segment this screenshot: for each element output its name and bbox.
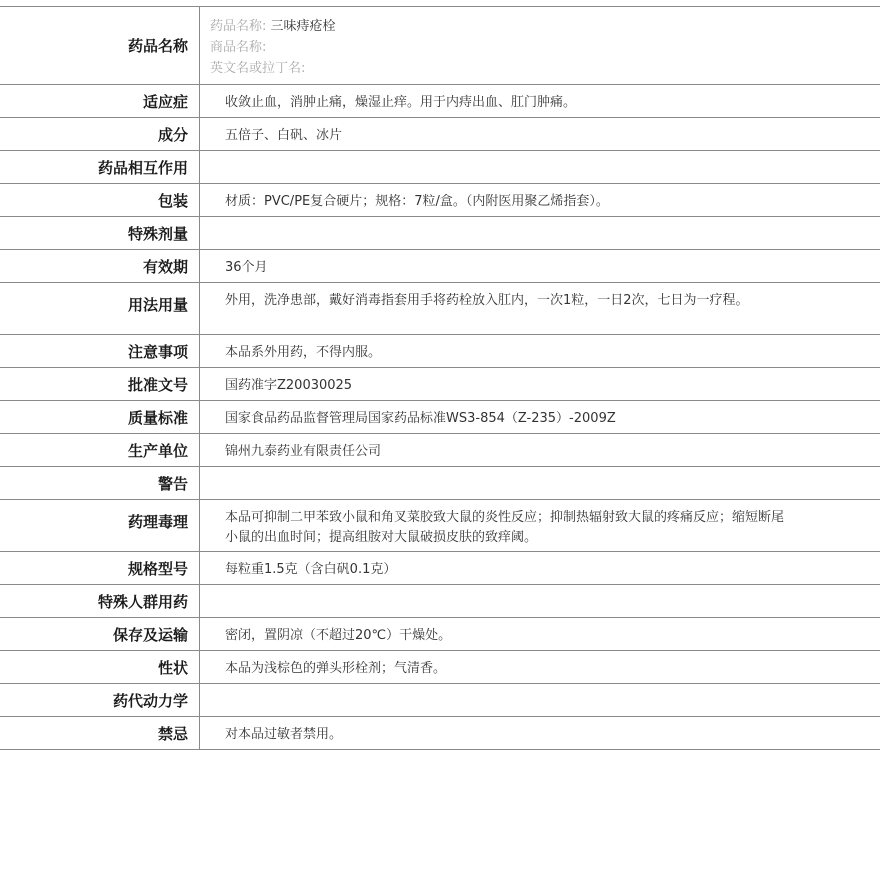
row-label: 药理毒理 [0,500,200,551]
trade-name-label: 商品名称: [210,40,267,55]
row-value: 外用，洗净患部，戴好消毒指套用手将药栓放入肛内，一次1粒，一日2次，七日为一疗程。 [225,293,749,308]
row-label: 禁忌 [0,717,200,749]
row-label: 用法用量 [0,283,200,334]
row-value: 收敛止血，消肿止痛，燥湿止痒。用于内痔出血、肛门肿痛。 [225,95,577,110]
row-label: 药品名称 [0,7,200,84]
row-quality-standard [0,401,880,434]
row-label: 生产单位 [0,434,200,466]
row-contraindications [0,717,880,750]
row-label: 批准文号 [0,368,200,400]
row-warning [0,467,880,500]
row-value: 锦州九泰药业有限责任公司 [225,444,382,459]
row-label: 适应症 [0,85,200,117]
generic-name-value: 三味痔疮栓 [270,19,336,34]
row-value [200,217,880,249]
row-value: 36个月 [225,260,268,275]
row-label: 注意事项 [0,335,200,367]
row-value: 本品为浅棕色的弹头形栓剂；气清香。 [225,661,447,676]
row-value [200,467,880,499]
row-value [200,684,880,716]
row-indications [0,85,880,118]
row-packaging [0,184,880,217]
row-ingredients [0,118,880,151]
latin-name-label: 英文名或拉丁名: [210,61,306,76]
row-manufacturer [0,434,880,467]
row-interactions [0,151,880,184]
row-description [0,651,880,684]
row-label: 质量标准 [0,401,200,433]
row-label: 药代动力学 [0,684,200,716]
row-pharmacokinetics [0,684,880,717]
row-label: 成分 [0,118,200,150]
row-value: 本品系外用药，不得内服。 [225,345,382,360]
row-label: 有效期 [0,250,200,282]
drug-info-table [0,6,880,750]
row-drug-name [0,7,880,85]
trade-name-line [210,37,790,58]
row-value: 本品可抑制二甲苯致小鼠和角叉菜胶致大鼠的炎性反应；抑制热辐射致大鼠的疼痛反应；缩短断尾小鼠的出血时间；提高组胺对大鼠破损皮肤的致痒阈。 [225,510,785,545]
row-special-dosage [0,217,880,250]
row-usage-dosage [0,283,880,335]
generic-name-line [210,16,790,37]
row-value: 材质：PVC/PE复合硬片；规格：7粒/盒。（内附医用聚乙烯指套）。 [225,194,609,209]
row-value: 国家食品药品监督管理局国家药品标准WS3-854（Z-235）-2009Z [225,411,616,426]
row-label: 保存及运输 [0,618,200,650]
generic-name-label: 药品名称: [210,19,267,34]
row-label: 规格型号 [0,552,200,584]
row-special-populations [0,585,880,618]
row-label: 性状 [0,651,200,683]
row-shelf-life [0,250,880,283]
row-storage [0,618,880,651]
row-value [200,151,880,183]
row-label: 特殊剂量 [0,217,200,249]
row-value: 五倍子、白矾、冰片 [225,128,343,143]
row-pharmacology [0,500,880,552]
row-specification [0,552,880,585]
row-value: 对本品过敏者禁用。 [225,727,343,742]
row-label: 特殊人群用药 [0,585,200,617]
row-precautions [0,335,880,368]
row-value [200,585,880,617]
drug-name-block [200,7,880,84]
row-value: 密闭，置阴凉（不超过20℃）干燥处。 [225,628,452,643]
row-label: 药品相互作用 [0,151,200,183]
row-value: 国药准字Z20030025 [225,378,353,393]
row-approval-number [0,368,880,401]
row-label: 警告 [0,467,200,499]
row-value: 每粒重1.5克（含白矾0.1克） [225,562,397,577]
latin-name-line [210,58,790,79]
row-label: 包装 [0,184,200,216]
